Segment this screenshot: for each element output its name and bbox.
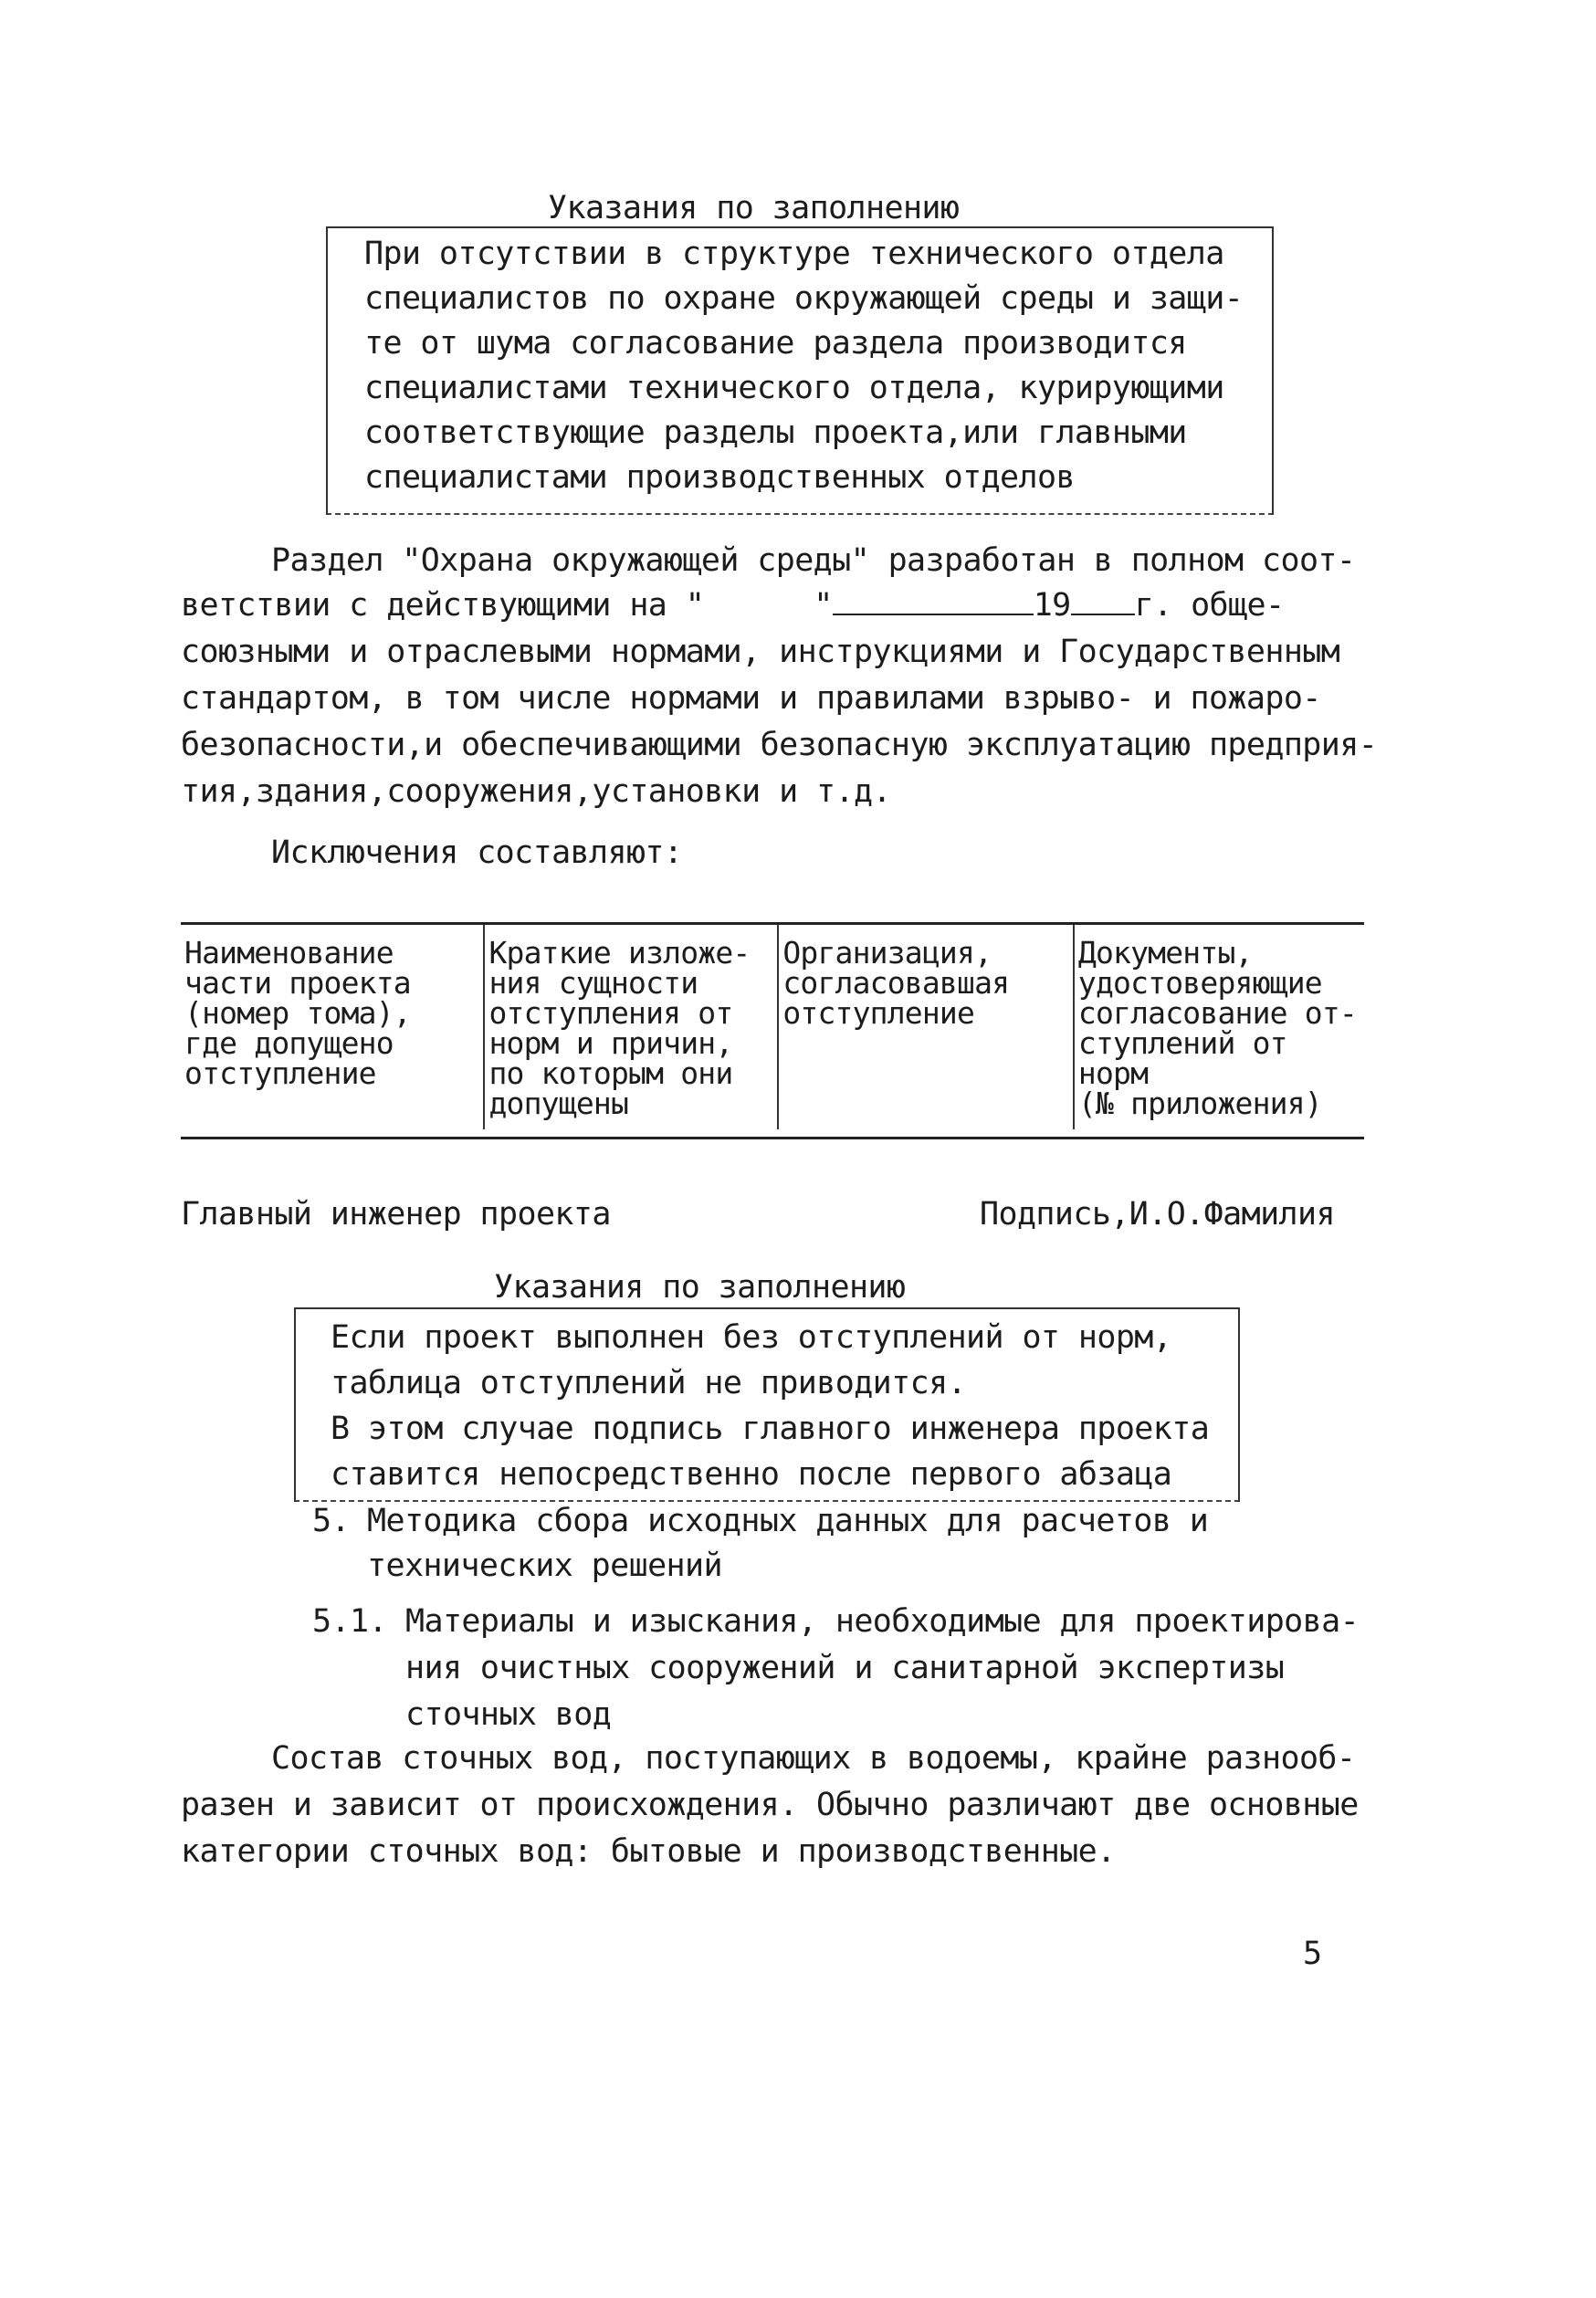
para2-line-2: разен и зависит от происхождения. Обычно различают две основные (181, 1787, 1359, 1823)
section-5-1-title (405, 1600, 1359, 1737)
header-line: отступление (782, 995, 975, 1031)
section-5-1-number: 5.1. (312, 1603, 387, 1640)
box2-heading: Указания по заполнению (494, 1269, 906, 1306)
section-5-1-title-line: Материалы и изыскания, необходимые для проектирова- (405, 1603, 1360, 1640)
header-line: Наименование (184, 935, 394, 971)
year-blank (1071, 586, 1135, 615)
box2-top-border (294, 1307, 1240, 1309)
exceptions-label: Исключения составляют: (271, 834, 683, 871)
instructions-box-2 (294, 1307, 1240, 1502)
instructions-box-1 (326, 226, 1274, 515)
section-5-title (367, 1499, 1208, 1589)
section-5-1-title-line: сточных вод (405, 1696, 612, 1733)
header-line: Организация, (782, 935, 992, 971)
header-line: (номер тома), (184, 995, 411, 1031)
signature-role: Главный инженер проекта (181, 1196, 611, 1233)
para2-line-1: Состав сточных вод, поступающих в водоемы, крайне разнооб- (271, 1740, 1356, 1777)
table-header-cell (484, 925, 778, 1129)
header-line: отступление (184, 1055, 376, 1091)
table-bottom-rule (181, 1137, 1364, 1139)
year-prefix: 19 (1033, 587, 1071, 624)
table-header-cell (778, 925, 1074, 1129)
header-line: по которым они (488, 1055, 733, 1091)
para1-text-a: ветствии с действующими на " (181, 587, 705, 624)
para1-text-d: г. обще- (1134, 587, 1285, 624)
box1-line: специалистами производственных отделов (364, 459, 1075, 496)
para1-line-2 (181, 583, 1284, 628)
box1-top-border (326, 226, 1274, 228)
table-header-row (181, 925, 1364, 1129)
box2-line: таблица отступлений не приводится. (331, 1365, 967, 1401)
header-line: допущены (488, 1086, 629, 1121)
para1-text-b: " (814, 587, 833, 624)
para1-line: тия,здания,сооружения,установки и т.д. (181, 773, 891, 810)
header-line: части проекта (184, 965, 411, 1001)
box2-line: Если проект выполнен без отступлений от норм, (331, 1319, 1172, 1356)
section-5-number: 5. (312, 1503, 350, 1539)
box2-text (331, 1315, 1209, 1497)
para1-line: стандартом, в том числе нормами и правилами взрыво- и пожаро- (181, 680, 1321, 717)
box1-left-border (326, 226, 328, 515)
exceptions-table (181, 925, 1364, 1129)
header-line: согласование от- (1077, 995, 1357, 1031)
header-line: удостоверяющие (1077, 965, 1322, 1001)
signature-placeholder: Подпись,И.О.Фамилия (980, 1196, 1335, 1233)
box1-line: специалистов по охране окружающей среды и защи- (364, 280, 1244, 317)
header-line: ступлений от (1077, 1025, 1287, 1061)
box1-line: специалистами технического отдела, курирующими (364, 370, 1224, 406)
box1-line: При отсутствии в структуре технического отдела (364, 236, 1224, 272)
header-line: (№ приложения) (1077, 1086, 1322, 1121)
para1-line: союзными и отраслевыми нормами, инструкциями и Государственным (181, 634, 1340, 670)
section-5-title-line: Методика сбора исходных данных для расчетов и (367, 1503, 1209, 1539)
table-header-cell (1074, 925, 1364, 1129)
box2-left-border (294, 1307, 296, 1502)
header-line: норм и причин, (488, 1025, 733, 1061)
para1-rest (181, 630, 1377, 814)
box1-text (364, 232, 1243, 500)
box2-line: В этом случае подпись главного инженера проекта (331, 1411, 1210, 1447)
date-blank (833, 586, 1034, 615)
box1-line: те от шума согласование раздела производится (364, 325, 1187, 362)
para1-line: безопасности,и обеспечивающими безопасную эксплуатацию предприя- (181, 727, 1378, 763)
page-number: 5 (1303, 1936, 1322, 1972)
box1-line: соответствующие разделы проекта,или главными (364, 414, 1187, 451)
table-header-cell (181, 925, 484, 1129)
header-line: согласовавшая (782, 965, 1010, 1001)
box2-right-border (1238, 1307, 1240, 1502)
box1-right-border (1272, 226, 1274, 515)
header-line: норм (1077, 1055, 1149, 1091)
header-line: отступления от (488, 995, 733, 1031)
header-line: Документы, (1077, 935, 1253, 971)
box2-line: ставится непосредственно после первого абзаца (331, 1456, 1172, 1493)
header-line: Краткие изложе- (488, 935, 751, 971)
box1-bottom-border (326, 513, 1274, 515)
header-line: ния сущности (488, 965, 698, 1001)
header-line: где допущено (184, 1025, 394, 1061)
para1-line-1: Раздел "Охрана окружающей среды" разработан в полном соот- (271, 542, 1356, 579)
section-5-1-title-line: ния очистных сооружений и санитарной экспертизы (405, 1650, 1285, 1686)
box1-heading: Указания по заполнению (548, 190, 960, 226)
para2-line-3: категории сточных вод: бытовые и производственные. (181, 1833, 1116, 1870)
section-5-title-line: технических решений (367, 1548, 722, 1584)
